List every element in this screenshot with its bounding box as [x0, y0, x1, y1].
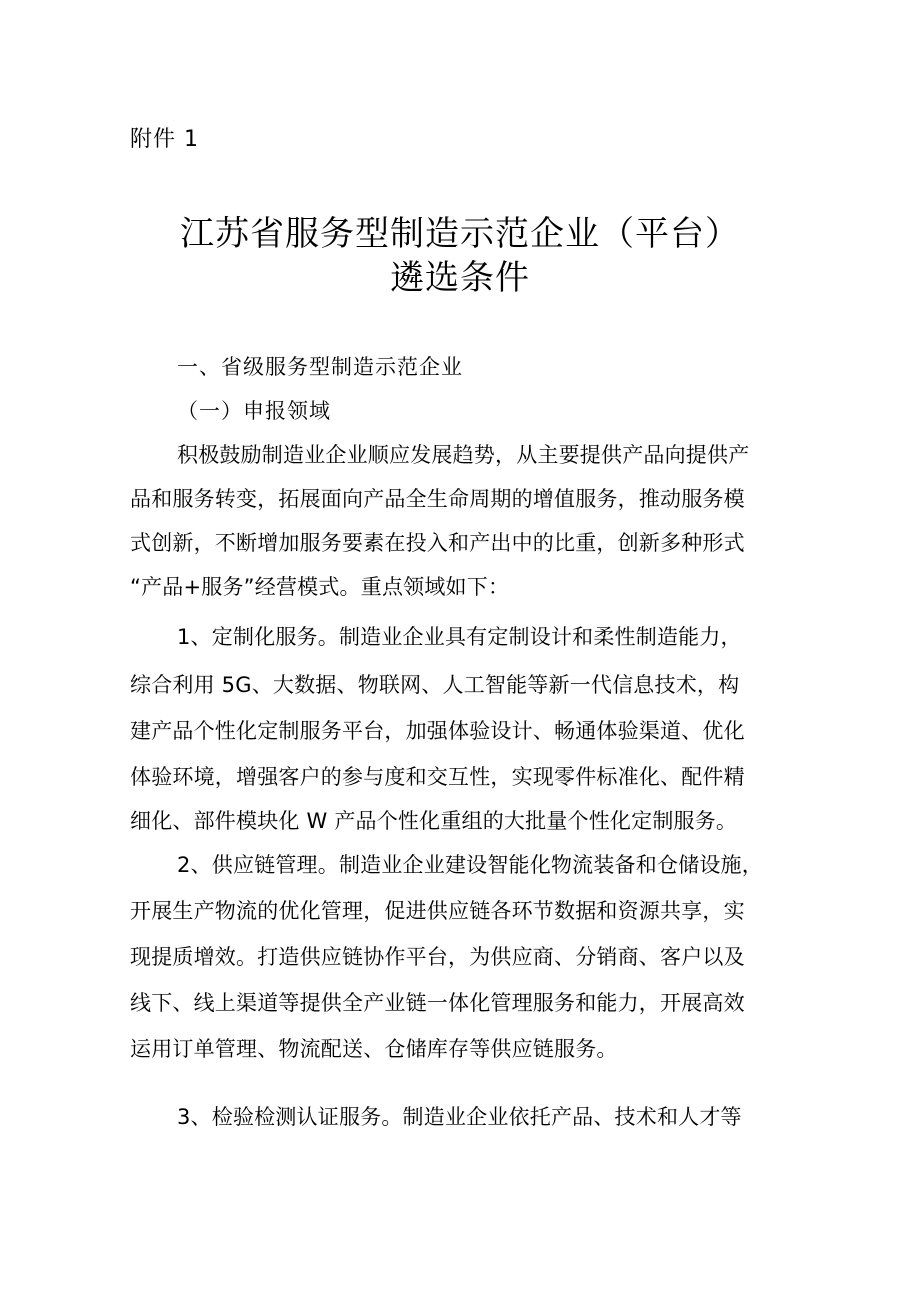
paragraph-line: 1、定制化服务。制造业企业具有定制设计和柔性制造能力， [177, 625, 742, 649]
paragraph-line: 运用订单管理、物流配送、仓储库存等供应链服务。 [130, 1037, 618, 1061]
paragraph-line: 积极鼓励制造业企业顺应发展趋势，从主要提供产品向提供产 [177, 443, 750, 467]
paragraph-line: 2、供应链管理。制造业企业建设智能化物流装备和仓储设施， [177, 853, 763, 877]
paragraph-line: 建产品个性化定制服务平台，加强体验设计、畅通体验渠道、优化 [130, 719, 745, 743]
attachment-label: 附件 1 [130, 127, 199, 152]
paragraph-line: “产品+服务”经营模式。重点领域如下： [130, 575, 510, 599]
paragraph-line: 3、检验检测认证服务。制造业企业依托产品、技术和人才等 [177, 1105, 742, 1129]
paragraph-line: 开展生产物流的优化管理，促进供应链各环节数据和资源共享，实 [130, 899, 745, 923]
section-heading: 一、省级服务型制造示范企业 [177, 355, 463, 379]
subsection-heading: （一）申报领域 [177, 399, 331, 423]
paragraph-line: 综合利用 5G、大数据、物联网、人工智能等新一代信息技术，构 [130, 673, 740, 697]
paragraph-line: 体验环境，增强客户的参与度和交互性，实现零件标准化、配件精 [130, 765, 745, 789]
paragraph-line: 线下、线上渠道等提供全产业链一体化管理服务和能力，开展高效 [130, 991, 745, 1015]
document-title-line-2: 遴选条件 [390, 258, 530, 298]
paragraph-line: 式创新，不断增加服务要素在投入和产出中的比重，创新多种形式 [130, 531, 745, 555]
paragraph-line: 现提质增效。打造供应链协作平台，为供应商、分销商、客户以及 [130, 945, 745, 969]
paragraph-line: 细化、部件模块化 W 产品个性化重组的大批量个性化定制服务。 [130, 809, 738, 833]
paragraph-line: 品和服务转变，拓展面向产品全生命周期的增值服务，推动服务模 [130, 487, 745, 511]
document-title-line-1: 江苏省服务型制造示范企业（平台） [180, 214, 740, 254]
